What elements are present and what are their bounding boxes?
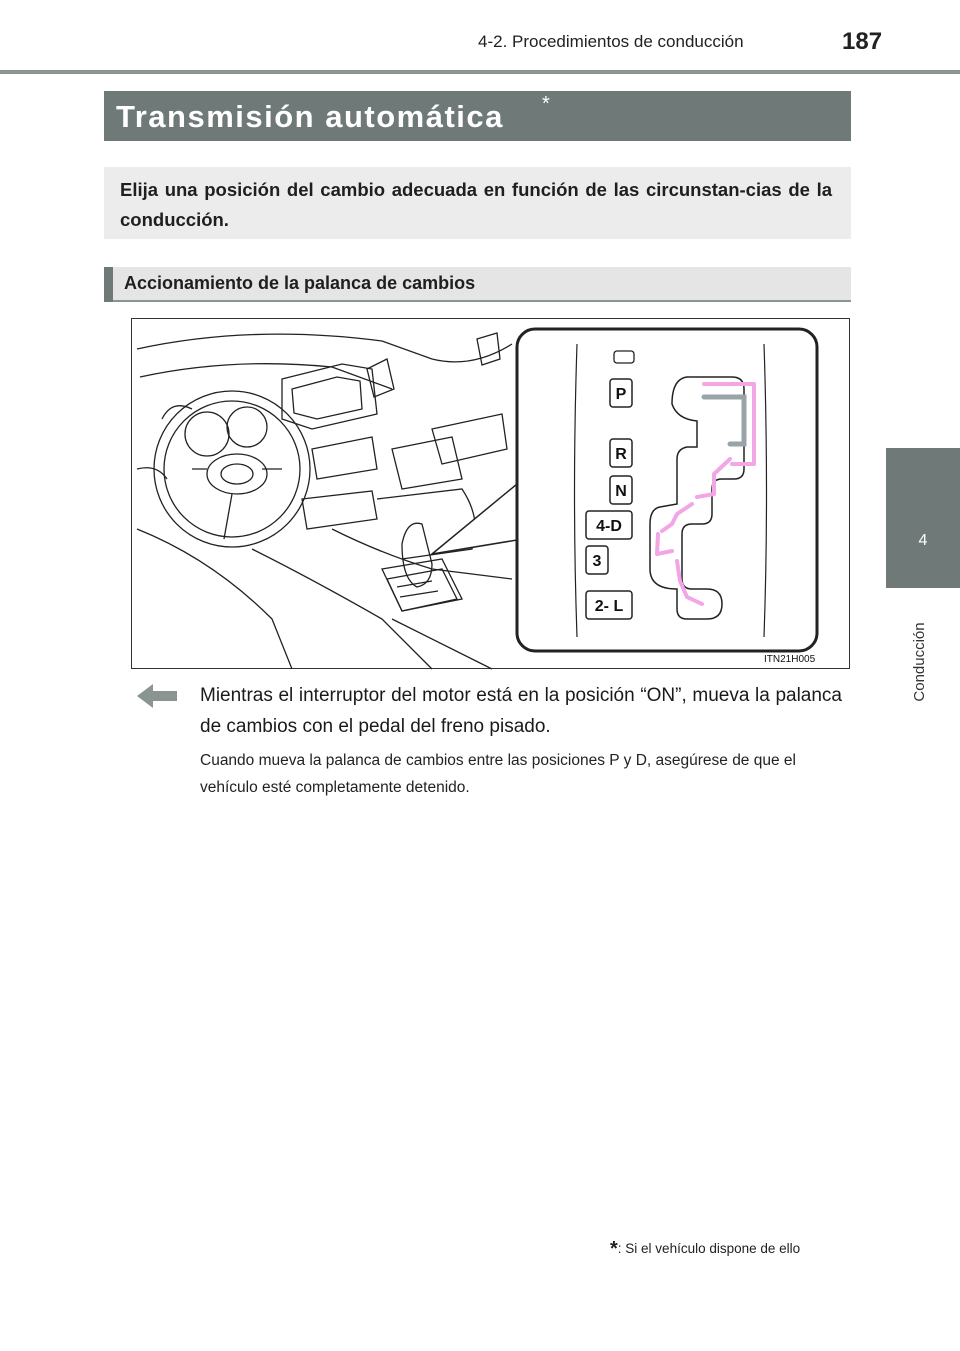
gate-label-4d: 4-D <box>596 518 622 535</box>
footnote-text: : Si el vehículo dispone de ello <box>617 1241 801 1256</box>
title-bar <box>104 91 851 141</box>
shift-lever-figure <box>131 318 850 669</box>
subheading-text: Accionamiento de la palanca de cambios <box>124 273 476 293</box>
subheading-bar <box>104 267 851 302</box>
chapter-number: 4 <box>918 532 928 549</box>
gate-label-2l: 2- L <box>594 598 624 615</box>
callout-pointer <box>432 484 517 554</box>
left-arrow-icon <box>137 684 177 708</box>
page-title: Transmisión automática <box>116 99 504 134</box>
gate-label-n: N <box>615 483 627 500</box>
footnote-asterisk: * <box>610 1238 618 1260</box>
chapter-side-tab <box>886 448 960 588</box>
chapter-side-label: Conducción <box>911 622 928 702</box>
instruction-text: Mientras el interruptor del motor está en la posición “ON”, mueva la palanca de cambios con el pedal del freno pisado. <box>200 685 842 737</box>
intro-box <box>104 167 851 239</box>
header-section-title: 4-2. Procedimientos de conducción <box>478 32 744 51</box>
shift-lever-illustration <box>132 319 851 670</box>
figure-code: ITN21H005 <box>764 654 816 665</box>
subheading-accent <box>104 267 113 302</box>
intro-text: Elija una posición del cambio adecuada en función de las circunstan-cias de la conducción. <box>120 179 832 230</box>
title-asterisk: * <box>542 93 550 115</box>
footnote <box>610 1238 800 1261</box>
gate-label-p: P <box>615 386 627 403</box>
gate-inset-frame <box>517 329 817 651</box>
page-number: 187 <box>842 28 883 55</box>
gate-label-3: 3 <box>592 553 602 570</box>
gate-slot-top <box>614 351 634 363</box>
header-rule <box>0 70 960 74</box>
gate-label-r: R <box>615 446 627 463</box>
dashboard-drawing <box>137 333 512 669</box>
instruction-note: Cuando mueva la palanca de cambios entre las posiciones P y D, asegúrese de que el vehículo esté completamente detenido. <box>200 752 796 796</box>
